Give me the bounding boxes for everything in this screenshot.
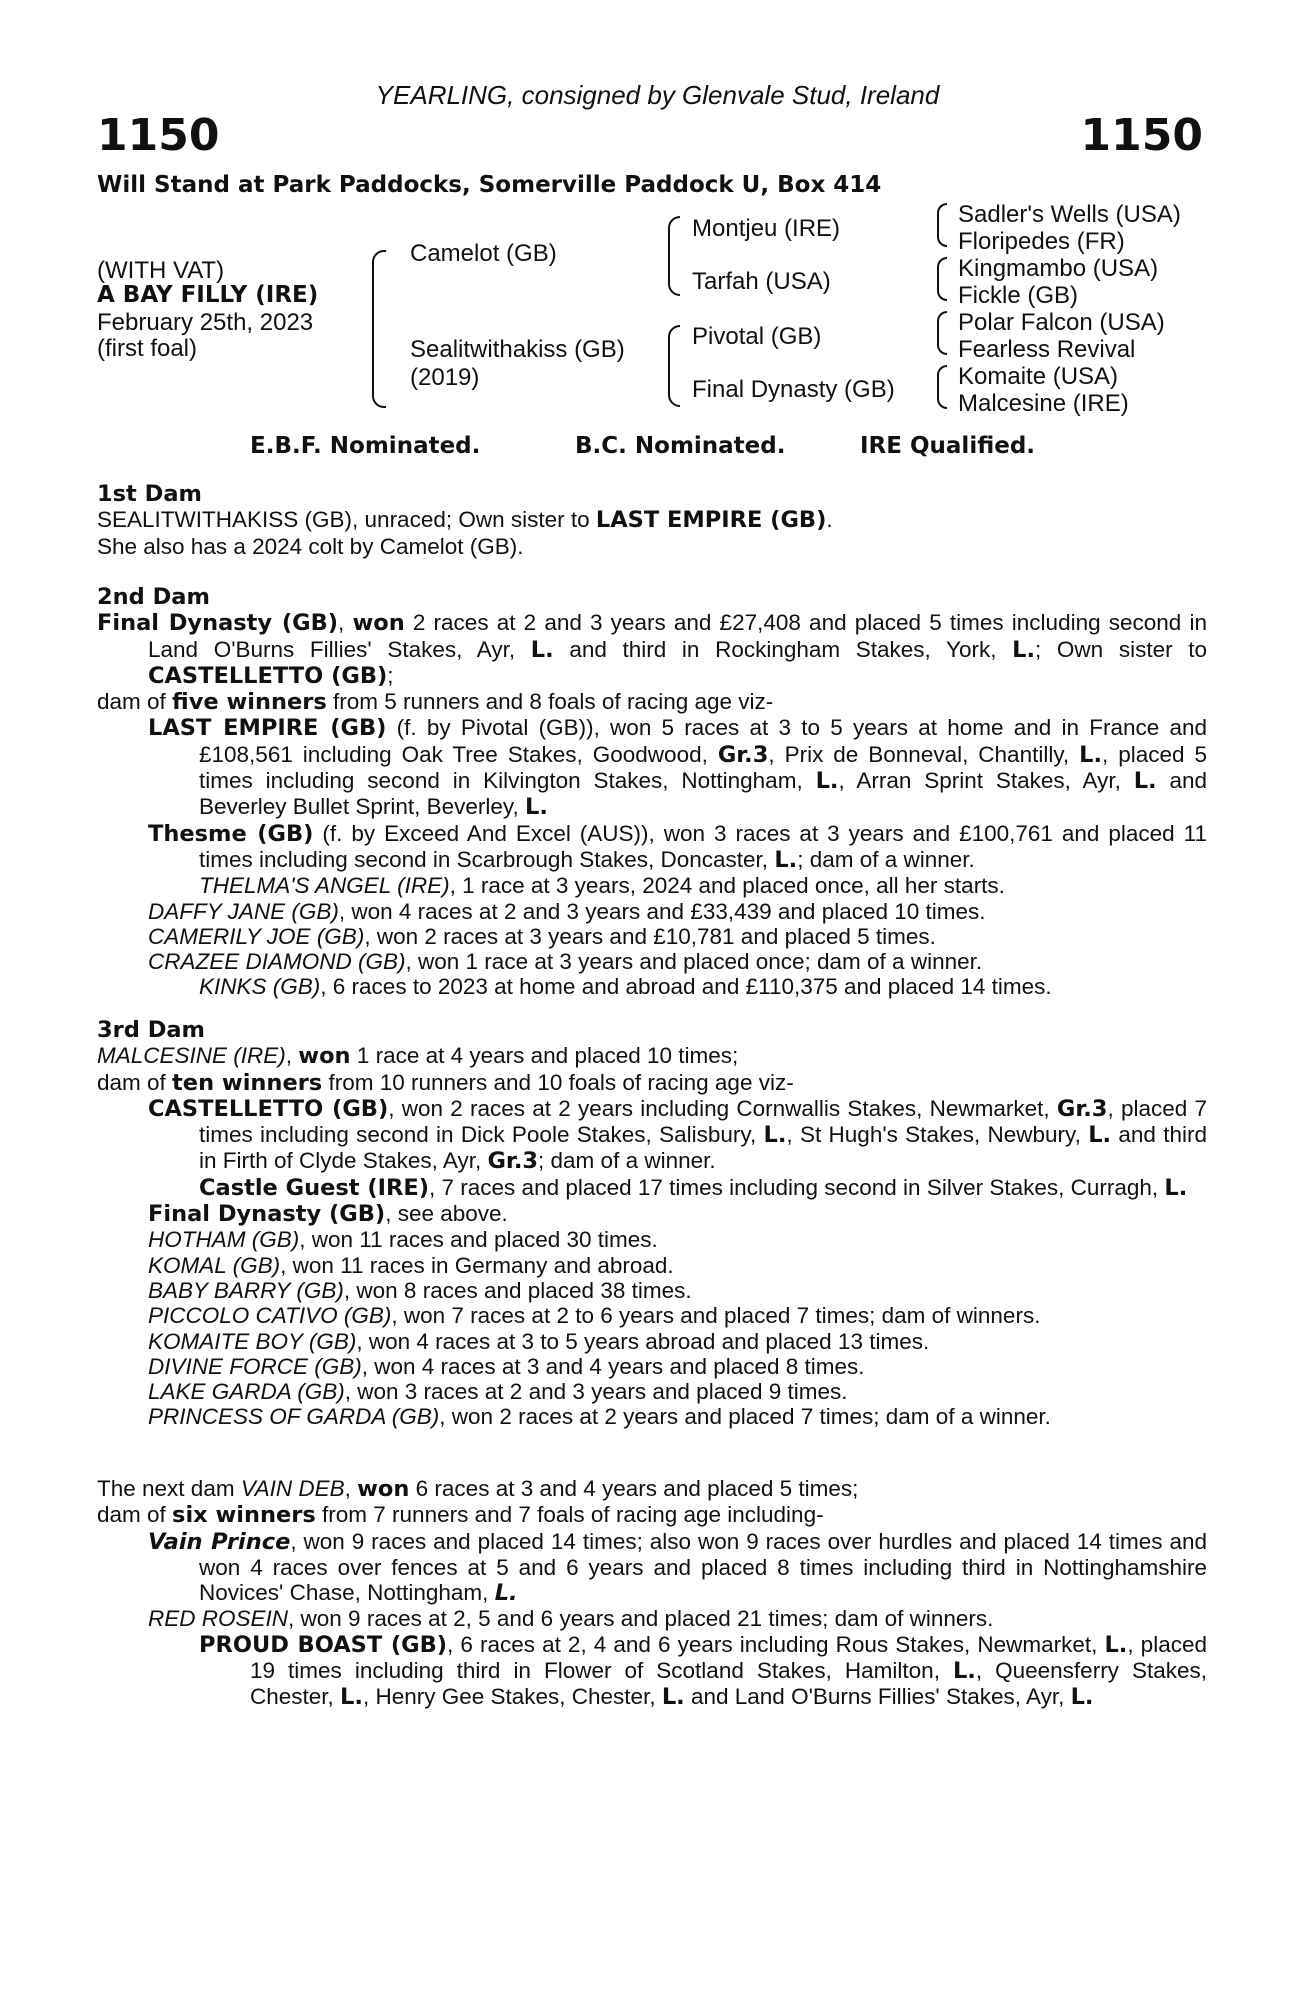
- produce-entry: BABY BARRY (GB), won 8 races and placed 38 times.: [148, 1277, 692, 1303]
- grand-produce-entry: THELMA'S ANGEL (IRE), 1 race at 3 years, 2024 and placed once, all her starts.: [199, 873, 1005, 899]
- section-heading: 2nd Dam: [97, 584, 210, 610]
- grandparent-5: Polar Falcon (USA): [958, 309, 1165, 336]
- bc-nominated: B.C. Nominated.: [575, 433, 786, 459]
- sire-dam: Tarfah (USA): [692, 268, 831, 295]
- brace-3: [937, 311, 947, 355]
- sire-bracket: [668, 216, 680, 296]
- lot-number-left: 1150: [97, 110, 220, 161]
- third-dam-intro: MALCESINE (IRE), won 1 race at 4 years and placed 10 times;: [97, 1043, 739, 1070]
- first-dam-section: [97, 482, 1207, 559]
- grandparent-1: Sadler's Wells (USA): [958, 201, 1181, 228]
- foaling-date: February 25th, 2023: [97, 309, 314, 336]
- first-dam-line: SEALITWITHAKISS (GB), unraced; Own sister to LAST EMPIRE (GB).: [97, 507, 833, 534]
- section-heading: 1st Dam: [97, 481, 202, 507]
- produce-entry: KOMAITE BOY (GB), won 4 races at 3 to 5 years abroad and placed 13 times.: [148, 1328, 930, 1354]
- grandparent-7: Komaite (USA): [958, 363, 1119, 390]
- produce-entry: HOTHAM (GB), won 11 races and placed 30 times.: [148, 1227, 658, 1253]
- produce-entry: KOMAL (GB), won 11 races in Germany and abroad.: [148, 1252, 674, 1278]
- lot-name: A BAY FILLY (IRE): [97, 282, 319, 308]
- catalogue-subtitle: YEARLING, consigned by Glenvale Stud, Ireland: [375, 80, 940, 110]
- produce-entry: DAFFY JANE (GB), won 4 races at 2 and 3 years and £33,439 and placed 10 times.: [148, 898, 986, 924]
- ebf-nominated: E.B.F. Nominated.: [250, 433, 481, 459]
- lot-number-right: 1150: [1080, 110, 1203, 161]
- produce-entry: PICCOLO CATIVO (GB), won 7 races at 2 to 6 years and placed 7 times; dam of winners.: [148, 1303, 1041, 1329]
- ire-qualified: IRE Qualified.: [860, 433, 1036, 459]
- first-dam-produce: She also has a 2024 colt by Camelot (GB).: [97, 533, 524, 559]
- grandparent-4: Fickle (GB): [958, 282, 1078, 309]
- grand-produce-entry: KINKS (GB), 6 races to 2023 at home and abroad and £110,375 and placed 14 times.: [199, 974, 1052, 1000]
- dam-bracket: [668, 325, 680, 407]
- produce-entry: CAMERILY JOE (GB), won 2 races at 3 years and £10,781 and placed 5 times.: [148, 923, 936, 949]
- section-heading: 3rd Dam: [97, 1017, 205, 1043]
- second-dam-section: [97, 585, 1207, 1000]
- dam-of-line: dam of six winners from 7 runners and 7 foals of racing age including-: [97, 1502, 824, 1529]
- produce-entry: PRINCESS OF GARDA (GB), won 2 races at 2 years and placed 7 times; dam of a winner.: [148, 1404, 1051, 1430]
- dam-dam: Final Dynasty (GB): [692, 376, 895, 403]
- produce-entry: Vain Prince, won 9 races and placed 14 times; also won 9 races over hurdles and placed 14 times and won 4 races over fences at 5 and 6 years and placed 8 times including third in Nottinghamshire Novices' Chase, Nottingham, L.: [148, 1528, 1207, 1607]
- dam-of-line: dam of five winners from 5 runners and 8 foals of racing age viz-: [97, 689, 774, 716]
- next-dam-section: [97, 1476, 1207, 1711]
- foal-note: (first foal): [97, 335, 198, 362]
- grandparent-3: Kingmambo (USA): [958, 255, 1159, 282]
- second-dam-intro: Final Dynasty (GB), won 2 races at 2 and 3 years and £27,408 and placed 5 times including second in Land O'Burns Fillies' Stakes, Ayr, L. and third in Rockingham Stakes, York, L.; Own sister to CASTELLETTO (GB);: [97, 610, 1207, 689]
- produce-entry: Thesme (GB) (f. by Exceed And Excel (AUS)), won 3 races at 3 years and £100,761 and placed 11 times including second in Scarbrough Stakes, Doncaster, L.; dam of a winner.: [148, 820, 1207, 873]
- brace-2: [937, 257, 947, 301]
- brace-4: [937, 365, 947, 409]
- grandparent-6: Fearless Revival: [958, 336, 1136, 363]
- third-dam-section: [97, 1018, 1207, 1430]
- vat-note: (WITH VAT): [97, 257, 225, 284]
- sire: Camelot (GB): [410, 240, 557, 267]
- grandparent-8: Malcesine (IRE): [958, 390, 1129, 417]
- produce-entry: LAKE GARDA (GB), won 3 races at 2 and 3 years and placed 9 times.: [148, 1379, 848, 1405]
- dam: Sealitwithakiss (GB): [410, 336, 625, 363]
- next-dam-intro: The next dam VAIN DEB, won 6 races at 3 and 4 years and placed 5 times;: [97, 1476, 859, 1502]
- produce-entry: DIVINE FORCE (GB), won 4 races at 3 and 4 years and placed 8 times.: [148, 1353, 865, 1379]
- produce-entry: Final Dynasty (GB), see above.: [148, 1201, 508, 1228]
- brace-1: [937, 203, 947, 247]
- grandparent-2: Floripedes (FR): [958, 228, 1125, 255]
- produce-entry: CRAZEE DIAMOND (GB), won 1 race at 3 years and placed once; dam of a winner.: [148, 949, 983, 975]
- grand-produce-entry: PROUD BOAST (GB), 6 races at 2, 4 and 6 years including Rous Stakes, Newmarket, L., placed 19 times including third in Flower of Scotland Stakes, Hamilton, L., Queensferry Stakes, Chester, L., Henry Gee Stakes, Chester, L. and Land O'Burns Fillies' Stakes, Ayr, L.: [199, 1631, 1207, 1711]
- produce-entry: LAST EMPIRE (GB) (f. by Pivotal (GB)), won 5 races at 3 to 5 years at home and in France and £108,561 including Oak Tree Stakes, Goodwood, Gr.3, Prix de Bonneval, Chantilly, L., placed 5 times including second in Kilvington Stakes, Nottingham, L., Arran Sprint Stakes, Ayr, L. and Beverley Bullet Sprint, Beverley, L.: [148, 715, 1207, 821]
- produce-entry: RED ROSEIN, won 9 races at 2, 5 and 6 years and placed 21 times; dam of winners.: [148, 1606, 994, 1632]
- stand-location: Will Stand at Park Paddocks, Somerville Paddock U, Box 414: [97, 172, 882, 198]
- produce-entry: CASTELLETTO (GB), won 2 races at 2 years including Cornwallis Stakes, Newmarket, Gr.3, placed 7 times including second in Dick Poole Stakes, Salisbury, L., St Hugh's Stakes, Newbury, L. and third in Firth of Clyde Stakes, Ayr, Gr.3; dam of a winner.: [148, 1095, 1207, 1175]
- dam-year: (2019): [410, 364, 480, 391]
- sire-sire: Montjeu (IRE): [692, 215, 841, 242]
- grand-produce-entry: Castle Guest (IRE), 7 races and placed 17 times including second in Silver Stakes, Curragh, L.: [199, 1174, 1188, 1201]
- dam-of-line: dam of ten winners from 10 runners and 10 foals of racing age viz-: [97, 1069, 794, 1096]
- pedigree-bracket: [372, 250, 386, 408]
- dam-sire: Pivotal (GB): [692, 323, 822, 350]
